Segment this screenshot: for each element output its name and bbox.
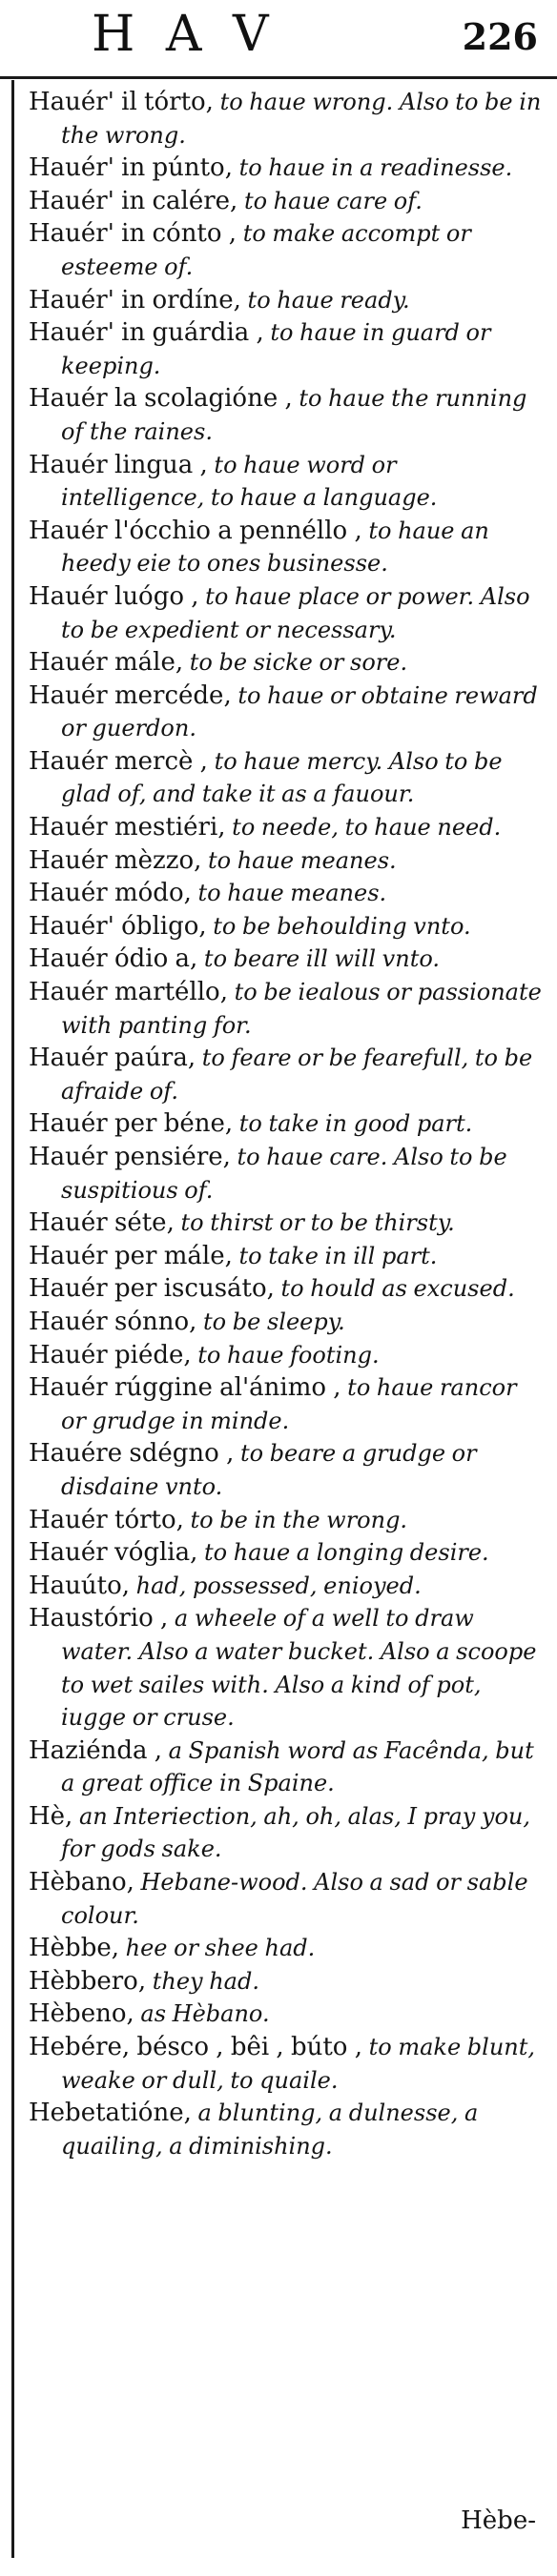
dictionary-entry	[29, 646, 542, 679]
entry-definition: to haue in a readinesse.	[232, 154, 513, 182]
dictionary-entry	[29, 1141, 542, 1207]
entry-definition: a Spanish word as Facênda, but a great office in Spaine.	[61, 1736, 534, 1797]
entry-definition: to be sleepy.	[196, 1308, 345, 1335]
entry-headword: Hauér mále,	[29, 648, 184, 678]
entry-headword: Hebére, bésco , bêi , búto ,	[29, 2033, 362, 2062]
dictionary-entry	[29, 1306, 542, 1339]
entry-headword: Hauér' óbligo,	[29, 911, 207, 941]
entry-headword: Hauér' il tórto,	[29, 88, 214, 116]
dictionary-entry	[29, 316, 542, 382]
entry-headword: Hauúto,	[29, 1571, 131, 1600]
entry-definition: to haue an heedy eie to ones businesse.	[61, 517, 489, 578]
entry-headword: Hauér rúggine al'ánimo ,	[29, 1373, 341, 1403]
dictionary-entry	[29, 877, 542, 910]
entry-definition: to hould as excused.	[274, 1275, 515, 1303]
dictionary-entry	[29, 745, 542, 811]
entry-headword: Hauér l'ócchio a pennéllo ,	[29, 516, 362, 545]
dictionary-entry	[29, 152, 542, 185]
header-rule	[0, 76, 557, 79]
entry-headword: Hèbbe,	[29, 1934, 119, 1963]
dictionary-entry	[29, 217, 542, 283]
entry-definition: to be iealous or passionate with panting for.	[61, 979, 542, 1039]
column-rule	[11, 80, 14, 2558]
entry-definition: to make blunt, weake or dull, to quaile.	[61, 2034, 536, 2094]
dictionary-entry	[29, 1866, 542, 1932]
entry-headword: Hauér módo,	[29, 879, 192, 908]
entry-headword: Hauér' in ordíne,	[29, 285, 241, 314]
entry-headword: Hauér per mále,	[29, 1241, 233, 1270]
entry-headword: Hauér la scolagióne ,	[29, 384, 293, 414]
entry-definition: to make accompt or esteeme of.	[61, 220, 471, 280]
entry-headword: Hauér mestiéri,	[29, 813, 226, 842]
entry-definition: a blunting, a dulnesse, a quailing, a diminishing.	[61, 2099, 479, 2160]
entry-definition: to haue care. Also to be suspitious of.	[61, 1144, 507, 1204]
entry-definition: to haue a longing desire.	[197, 1539, 489, 1567]
dictionary-entry	[29, 1536, 542, 1570]
dictionary-entry	[29, 1437, 542, 1503]
entry-definition: as Hèbano.	[134, 2000, 270, 2028]
entry-definition: to haue meanes.	[191, 880, 387, 907]
entry-definition: to haue rancor or grudge in minde.	[61, 1374, 517, 1434]
dictionary-entry	[29, 1734, 542, 1800]
page-number: 226	[462, 15, 538, 58]
dictionary-entry	[29, 1800, 542, 1866]
page-header	[0, 0, 557, 80]
entry-headword: Hèbano,	[29, 1868, 134, 1897]
entry-headword: Hauér' in cónto ,	[29, 219, 237, 249]
entry-definition: to take in good part.	[233, 1110, 473, 1138]
entry-headword: Hauér martéllo,	[29, 978, 228, 1007]
entry-headword: Hauér lingua ,	[29, 450, 208, 479]
dictionary-entry	[29, 1107, 542, 1141]
entry-definition: hee or shee had.	[119, 1935, 316, 1962]
dictionary-entry	[29, 811, 542, 844]
entry-definition: to haue place or power. Also to be expedient or necessary.	[61, 582, 530, 643]
entry-definition: to be behoulding vnto.	[206, 912, 471, 940]
entry-headword: Hauér paúra,	[29, 1044, 196, 1073]
entry-headword: Hauér ódio a,	[29, 944, 198, 974]
entry-definition: an Interiection, ah, oh, alas, I pray you, for gods sake.	[61, 1802, 531, 1863]
entry-definition: to beare a grudge or disdaine vnto.	[61, 1440, 477, 1500]
entry-headword: Hauér mercéde,	[29, 680, 232, 710]
entry-headword: Hauér' in púnto,	[29, 153, 233, 183]
entry-definition: to feare or be fearefull, to be afraide of.	[61, 1045, 533, 1105]
dictionary-entry	[29, 1240, 542, 1273]
entry-headword: Hauér' in calére,	[29, 186, 238, 215]
running-head: H A V	[92, 6, 277, 63]
entry-headword: Hauér séte,	[29, 1208, 175, 1238]
entry-definition: to haue wrong. Also to be in the wrong.	[61, 89, 542, 149]
dictionary-entry	[29, 515, 542, 580]
entry-definition: to haue meanes.	[201, 846, 397, 874]
entry-definition: to thirst or to be thirsty.	[174, 1209, 455, 1237]
dictionary-entry	[29, 2031, 542, 2097]
entry-headword: Hauér mercè ,	[29, 746, 208, 776]
dictionary-entry	[29, 580, 542, 646]
entry-headword: Hauér mèzzo,	[29, 845, 202, 875]
dictionary-entry	[29, 185, 542, 218]
dictionary-entry	[29, 382, 542, 448]
entry-definition: to take in ill part.	[232, 1242, 438, 1269]
dictionary-entry	[29, 943, 542, 976]
entry-headword: Hè,	[29, 1801, 73, 1831]
dictionary-entry	[29, 1998, 542, 2031]
entry-headword: Hauér per béne,	[29, 1109, 234, 1139]
entry-definition: to haue in guard or keeping.	[61, 319, 491, 379]
dictionary-entry	[29, 1965, 542, 1998]
dictionary-entry	[29, 1042, 542, 1107]
entry-definition: to beare ill will vnto.	[197, 945, 440, 973]
entry-definition: a wheele of a well to draw water. Also a water bucket. Also a scoope to wet sailes with. Also a kind of pot, iugge or cruse.	[61, 1605, 537, 1732]
entry-definition: to neede, to haue need.	[225, 814, 502, 842]
dictionary-entry	[29, 679, 542, 745]
dictionary-entry	[29, 1339, 542, 1372]
dictionary-entry	[29, 910, 542, 943]
entry-definition: they had.	[146, 1967, 259, 1995]
dictionary-entry	[29, 1207, 542, 1240]
entry-definition: to be in the wrong.	[183, 1506, 408, 1533]
dictionary-entry	[29, 86, 542, 152]
entry-definition: to haue or obtaine reward or guerdon.	[61, 681, 538, 742]
catchword: Hèbe-	[461, 2506, 536, 2535]
entry-headword: Hauér piéde,	[29, 1340, 192, 1369]
entry-definition: had, possessed, enioyed.	[130, 1572, 422, 1599]
entry-headword: Hèbbero,	[29, 1966, 147, 1996]
entry-definition: to haue the running of the raines.	[61, 385, 527, 445]
entry-headword: Hebetatióne,	[29, 2099, 192, 2128]
dictionary-entry	[29, 1570, 542, 1603]
entry-definition: to haue footing.	[191, 1341, 380, 1369]
dictionary-entry	[29, 449, 542, 515]
dictionary-entry	[29, 976, 542, 1042]
entry-headword: Hauér tórto,	[29, 1505, 184, 1534]
entry-headword: Hauér pensiére,	[29, 1143, 231, 1171]
entry-definition: to be sicke or sore.	[183, 649, 408, 677]
entry-definition: to haue ready.	[240, 286, 410, 314]
dictionary-entry	[29, 844, 542, 878]
dictionary-entry	[29, 1272, 542, 1306]
entry-definition: to haue care of.	[237, 187, 423, 214]
entry-headword: Hauér per iscusáto,	[29, 1274, 275, 1304]
entry-headword: Hauér luógo ,	[29, 581, 199, 611]
dictionary-entry	[29, 1932, 542, 1965]
entry-headword: Hauér' in guárdia ,	[29, 318, 264, 348]
entry-definition: to haue word or intelligence, to haue a language.	[61, 451, 438, 512]
dictionary-entry	[29, 1371, 542, 1437]
dictionary-entry	[29, 2097, 542, 2162]
dictionary-entry	[29, 1504, 542, 1537]
entry-headword: Hauére sdégno ,	[29, 1439, 235, 1469]
entry-headword: Haziénda ,	[29, 1735, 162, 1765]
entry-definition: Hebane-wood. Also a sad or sable colour.	[61, 1869, 528, 1929]
entry-headword: Hèbeno,	[29, 1999, 134, 2029]
dictionary-entry	[29, 284, 542, 317]
entry-definition: to haue mercy. Also to be glad of, and take it as a fauour.	[61, 747, 503, 808]
dictionary-entry	[29, 1602, 542, 1734]
entry-headword: Hauér sónno,	[29, 1307, 197, 1336]
entry-headword: Haustório ,	[29, 1604, 169, 1633]
entry-headword: Hauér vóglia,	[29, 1538, 198, 1568]
entry-list	[29, 86, 542, 2162]
